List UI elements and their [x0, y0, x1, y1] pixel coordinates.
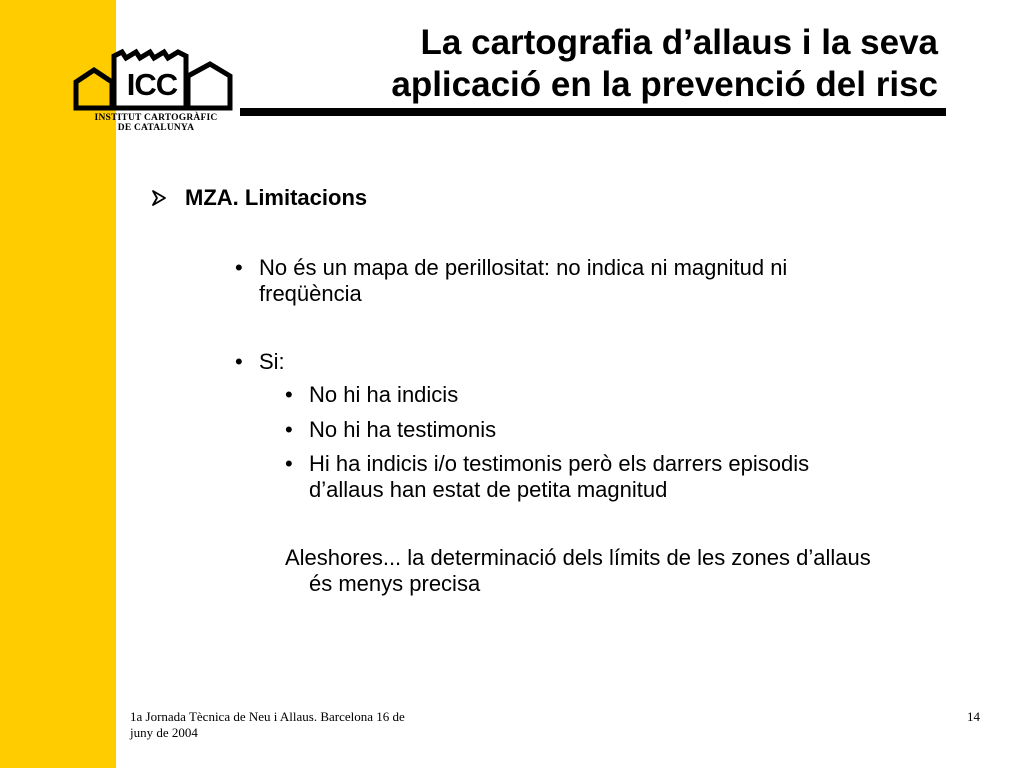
- list-item: [285, 382, 685, 408]
- section-heading: [151, 185, 367, 211]
- footer-line2: juny de 2004: [130, 725, 198, 740]
- sub-bullet-text: No hi ha indicis: [309, 382, 459, 407]
- bullet-text-line2: freqüència: [259, 281, 362, 306]
- logo-name-line2: DE CATALUNYA: [117, 123, 195, 133]
- list-item: [285, 417, 685, 443]
- bullet-dot-icon: •: [285, 417, 293, 442]
- list-item: [235, 349, 535, 375]
- sub-bullet-text: No hi ha testimonis: [309, 417, 497, 442]
- logo-acronym: ICC: [126, 67, 178, 102]
- list-item: [285, 451, 945, 503]
- slide-title-line2: aplicació en la prevenció del risc: [391, 65, 938, 104]
- icc-logo: [70, 46, 235, 146]
- arrow-bullet-icon: [151, 185, 185, 211]
- bullet-dot-icon: •: [235, 255, 243, 280]
- title-underline: [240, 108, 946, 116]
- sub-bullet-text-line2: d’allaus han estat de petita magnitud: [309, 477, 668, 502]
- logo-name-line1: INSTITUT CARTOGRÀFIC: [94, 113, 218, 123]
- bullet-dot-icon: •: [285, 451, 293, 476]
- conclusion-line1: Aleshores... la determinació dels límits de les zones d’allaus: [285, 545, 871, 570]
- footer-line1: 1a Jornada Tècnica de Neu i Allaus. Barcelona 16 de: [130, 709, 405, 724]
- conclusion-line2: és menys precisa: [309, 571, 481, 596]
- bullet-dot-icon: •: [235, 349, 243, 374]
- conclusion-text: [285, 545, 985, 597]
- list-item: [235, 255, 935, 307]
- page-number: 14: [967, 709, 980, 724]
- bullet-text: Si:: [259, 349, 285, 374]
- bullet-text-line1: No és un mapa de perillositat: no indica ni magnitud ni: [259, 255, 788, 280]
- slide-title: [318, 22, 938, 106]
- sub-bullet-text-line1: Hi ha indicis i/o testimonis però els darrers episodis: [309, 451, 810, 476]
- section-heading-text: MZA. Limitacions: [185, 185, 368, 210]
- footer-caption: [130, 709, 470, 741]
- bullet-dot-icon: •: [285, 382, 293, 407]
- slide-title-line1: La cartografia d’allaus i la seva: [420, 23, 938, 62]
